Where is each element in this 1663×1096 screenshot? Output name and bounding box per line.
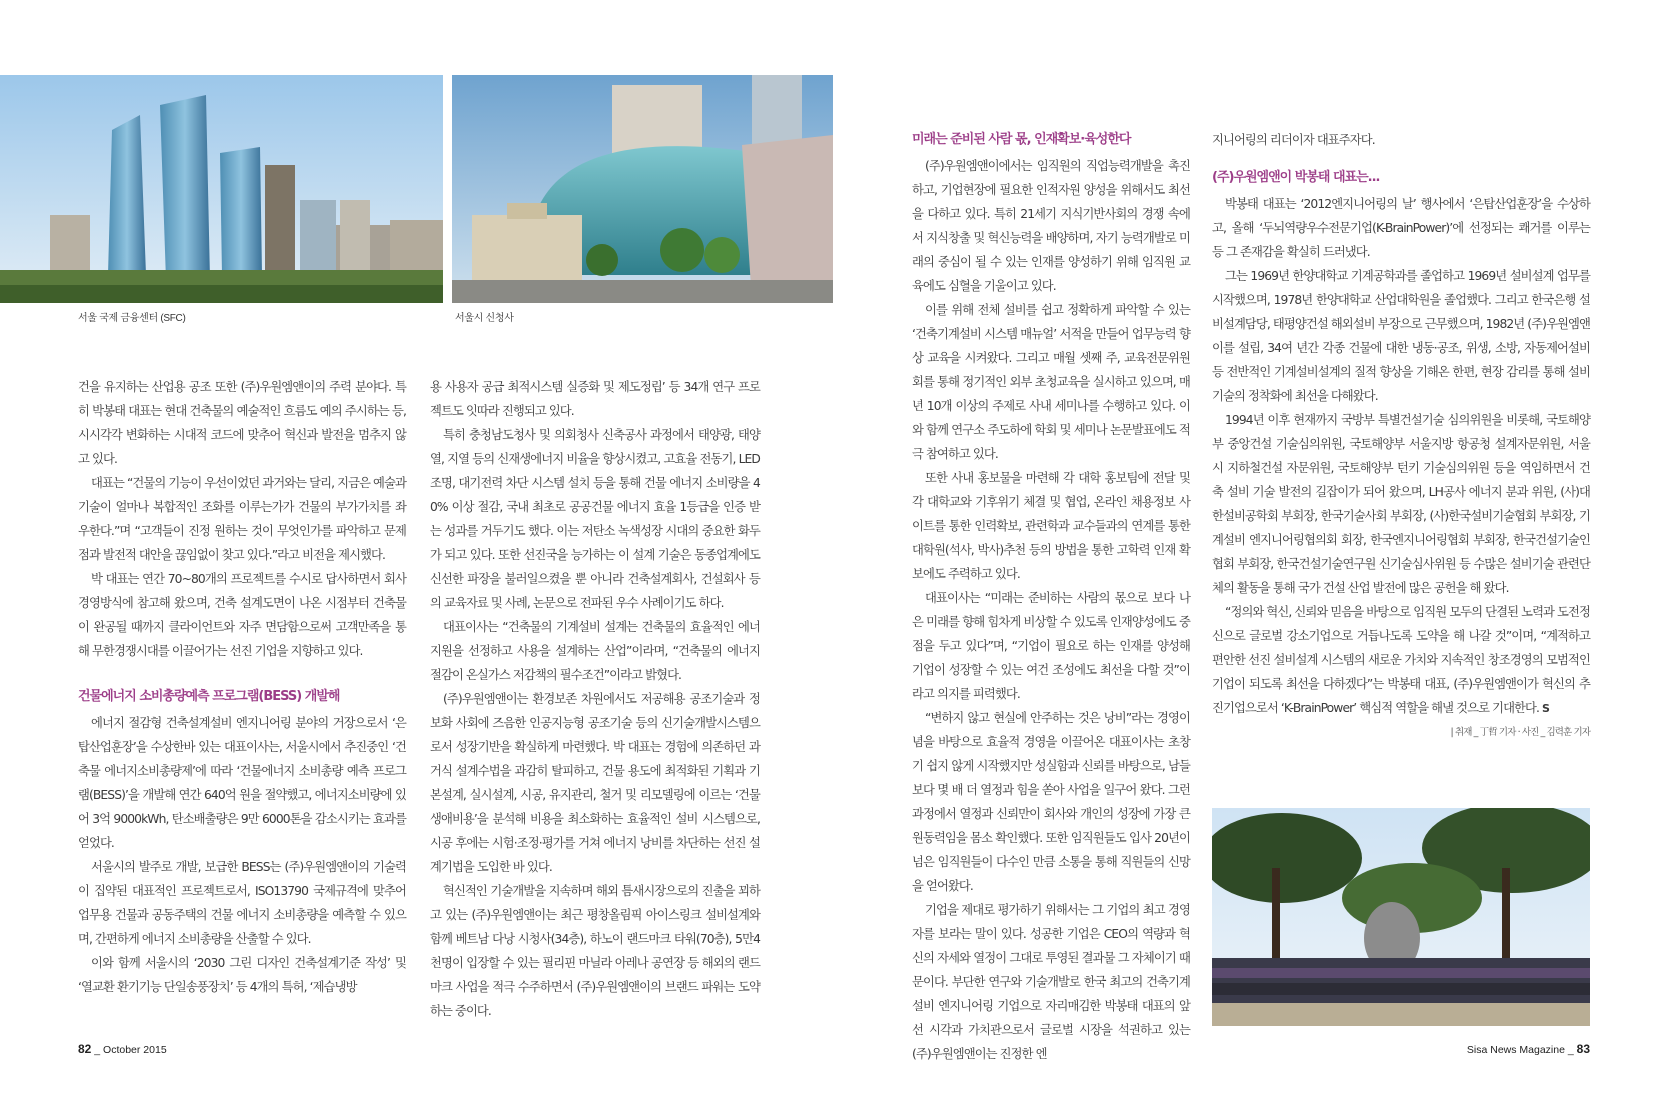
paragraph: 그는 1969년 한양대학교 기계공학과를 졸업하고 1969년 설비설계 업무를 시작했으며, 1978년 한양대학교 산업대학원을 졸업했다. 그리고 한국은행 설비설계담당, 태평양건설 해외설비 부장으로 근무했으며, 1982년 (주)우원엠앤이를 설립, 34여 년간 각종 건물에 대한 냉동·공조, 위생, 소방, 자동제어설비 등 전반적인 기계설비설계의 질적 향상을 기해온 한편, 현장 감리를 통해 설비기술의 정착화에 최선을 다해왔다.	[1212, 269, 1590, 403]
paragraph: (주)우원엠앤이는 환경보존 차원에서도 저공해용 공조기술과 정보화 사회에 즈음한 인공지능형 공조기술 등의 신기술개발시스템으로서 성장기반을 확실하게 마련했다. 박 대표는 경험에 의존하던 과거식 설계수법을 과감히 탈피하고, 건물 용도에 최적화된 기획과 기본설계, 실시설계, 시공, 유지관리, 철거 및 리모델링에 이르는 ‘건물생애비용’을 분석해 비용을 최소화하는 효율적인 설비 시스템으로, 시공 후에는 시험·조정·평가를 거쳐 에너지 낭비를 차단하는 선진 설계기법을 도입한 바 있다.	[430, 692, 760, 874]
paragraph: 대표이사는 “건축물의 기계설비 설계는 건축물의 효율적인 에너지원을 선정하고 사용을 설계하는 산업”이라며, “건축물의 에너지 절감이 온실가스 저감책의 필수조건”이라고 밝혔다.	[430, 620, 760, 682]
paragraph: 서울시의 발주로 개발, 보급한 BESS는 (주)우원엠앤이의 기술력이 집약된 대표적인 프로젝트로서, ISO13790 국제규격에 맞추어 업무용 건물과 공동주택의 건물 에너지 소비총량을 예측할 수 있으며, 간편하게 에너지 소비총량을 산출할 수 있다.	[78, 860, 406, 946]
sfc-photo	[0, 75, 443, 303]
paragraph: 박봉태 대표는 ‘2012엔지니어링의 날’ 행사에서 ‘은탑산업훈장’을 수상하고, 올해 ‘두뇌역량우수전문기업(K-BrainPower)’에 선정되는 쾌거를 이루는 등 그 존재감을 확실히 드러냈다.	[1212, 197, 1590, 259]
folio-right	[1467, 1042, 1590, 1056]
paragraph: 이와 함께 서울시의 ‘2030 그린 디자인 건축설계기준 작성’ 및 ‘열교환 환기기능 단일송풍장치’ 등 4개의 특허, ‘제습냉방	[78, 956, 406, 994]
cityhall-caption: 서울시 신청사	[455, 313, 514, 324]
paragraph-text: “정의와 혁신, 신뢰와 믿음을 바탕으로 임직원 모두의 단결된 노력과 도전정신으로 글로벌 강소기업으로 거듭나도록 도약을 해 나갈 것”이며, “계적하고 편안한 선진 설비설계 시스템의 새로운 가치와 지속적인 창조경영의 모범적인 기업이 되도록 최선을 다하겠다”는 박봉태 대표, (주)우원엠앤이가 혁신의 추진기업으로서 ‘K-BrainPower’ 핵심적 역할을 해낼 것으로 기대한다.	[1212, 605, 1590, 715]
paragraph: 1994년 이후 현재까지 국방부 특별건설기술 심의위원을 비롯해, 국토해양부 중앙건설 기술심의위원, 국토해양부 서울지방 항공청 설계자문위원, 서울시 지하철건설 자문위원, 국토해양부 턴키 기술심의위원 등을 역임하면서 건축 설비 기술 발전의 길잡이가 되어 왔으며, LH공사 에너지 분과 위원, (사)대한설비공학회 부회장, 한국기술사회 부회장, (사)한국설비기술협회 부회장, 기계설비 엔지니어링협의회 회장, 한국엔지니어링협회 부회장, 한국건설기술인협회 부회장, 한국건설기술연구원 신기술심사위원 등 수많은 설비기술 관련단체의 활동을 통해 국가 건설 산업 발전에 많은 공헌을 해 왔다.	[1212, 413, 1590, 595]
paragraph: 대표이사는 “미래는 준비하는 사람의 몫으로 보다 나은 미래를 향해 힘차게 비상할 수 있도록 인재양성에도 중점을 두고 있다”며, “기업이 필요로 하는 인재를 양성해 기업이 성장할 수 있는 여건 조성에도 최선을 다할 것”이라고 의지를 피력했다.	[912, 591, 1190, 701]
byline-credit: | 취재 _ 丁哲 기자 · 사진 _ 김력훈 기자	[1450, 727, 1590, 738]
issue-date: _ October 2015	[94, 1044, 167, 1056]
page-number: 82	[78, 1042, 92, 1056]
article-column-3	[912, 128, 1190, 1066]
magazine-name: Sisa News Magazine _	[1466, 1044, 1574, 1056]
paragraph: 혁신적인 기술개발을 지속하며 해외 틈새시장으로의 진출을 꾀하고 있는 (주)우원엠앤이는 최근 평창올림픽 아이스링크 설비설계와 함께 베트남 다낭 시청사(34층), 하노이 랜드마크 타워(70층), 5만4천명이 입장할 수 있는 필리핀 마닐라 아레나 공연장 등 해외의 랜드마크 사업을 적극 수주하면서 (주)우원엠앤이의 브랜드 파워는 도약하는 중이다.	[430, 884, 760, 1018]
article-column-4	[1212, 128, 1590, 745]
paragraph: 대표는 “건물의 기능이 우선이었던 과거와는 달리, 지금은 예술과 기술이 얼마나 복합적인 조화를 이루는가가 건물의 부가가치를 좌우한다.”며 “고객들이 진정 원하는 것이 무엇인가를 파악하고 문제점과 발전적 대안을 끊임없이 찾고 있다.”라고 비전을 제시했다.	[78, 476, 406, 562]
paragraph: 기업을 제대로 평가하기 위해서는 그 기업의 최고 경영자를 보라는 말이 있다. 성공한 기업은 CEO의 역량과 혁신의 자세와 열정이 그대로 투영된 결과물 그 자체이기 때문이다. 부단한 연구와 기술개발로 한국 최고의 건축기계설비 엔지니어링 기업으로 자리매김한 박봉태 대표의 앞선 시각과 가치관으로서 글로벌 시장을 석권하고 있는 (주)우원엠앤이는 진정한 엔	[912, 903, 1190, 1061]
section-heading-bess: 건물에너지 소비총량예측 프로그램(BESS) 개발해	[78, 689, 340, 704]
end-mark: S	[1542, 702, 1550, 715]
sfc-caption: 서울 국제 금융센터 (SFC)	[78, 313, 186, 324]
paragraph	[1212, 600, 1590, 721]
paragraph: 이를 위해 전체 설비를 쉽고 정확하게 파악할 수 있는 ‘건축기계설비 시스템 매뉴얼’ 서적을 만들어 업무능력 향상 교육을 시켜왔다. 그리고 매월 셋째 주, 교육전문위원회를 통해 정기적인 외부 초청교육을 실시하고 있으며, 매년 10개 이상의 주제로 사내 세미나를 수행하고 있다. 이와 함께 연구소 주도하에 학회 및 세미나 논문발표에도 적극 참여하고 있다.	[912, 303, 1190, 461]
paragraph: 박 대표는 연간 70~80개의 프로젝트를 수시로 답사하면서 회사 경영방식에 참고해 왔으며, 건축 설계도면이 나온 시점부터 건축물이 완공될 때까지 클라이언트와 자주 면담함으로써 고객만족을 통해 무한경쟁시대를 이끌어가는 선진 기업을 지향하고 있다.	[78, 572, 406, 658]
paragraph: “변하지 않고 현실에 안주하는 것은 낭비”라는 경영이념을 바탕으로 효율적 경영을 이끌어온 대표이사는 초창기 쉽지 않게 시작했지만 성실함과 신뢰를 바탕으로, 남들보다 몇 배 더 열정과 힘을 쏟아 사업을 일구어 왔다. 그런 과정에서 열정과 신뢰만이 회사와 개인의 성장에 가장 큰 원동력임을 몸소 확인했다. 또한 임직원들도 입사 20년이 넘은 임직원들이 다수인 만큼 소통을 통해 직원들의 신망을 얻어왔다.	[912, 711, 1190, 893]
paragraph: 지니어링의 리더이자 대표주자다.	[1212, 133, 1375, 147]
section-heading-ceo-profile: (주)우원엠앤이 박봉태 대표는...	[1212, 170, 1380, 185]
paragraph: (주)우원엠앤이에서는 임직원의 직업능력개발을 촉진하고, 기업현장에 필요한 인적자원 양성을 위해서도 최선을 다하고 있다. 특히 21세기 지식기반사회의 경쟁 속에서 지식창출 및 혁신능력을 배양하며, 자기 능력개발로 미래의 중심이 될 수 있는 인재를 양성하기 위해 임직원 교육에도 심혈을 기울이고 있다.	[912, 159, 1190, 293]
paragraph: 용 사용자 공급 최적시스템 실증화 및 제도정립’ 등 34개 연구 프로젝트도 잇따라 진행되고 있다.	[430, 380, 760, 418]
paragraph: 에너지 절감형 건축설계설비 엔지니어링 분야의 거장으로서 ‘은탑산업훈장’을 수상한바 있는 대표이사는, 서울시에서 추진중인 ‘건축물 에너지소비총량제’에 따라 ‘건물에너지 소비총량 예측 프로그램(BESS)’을 개발해 연간 640억 원을 절약했고, 에너지소비량에 있어 3억 9000kWh, 탄소배출량은 9만 6000톤을 감소시키는 효과를 얻었다.	[78, 716, 406, 850]
page-number: 83	[1576, 1042, 1590, 1056]
paragraph: 특히 충청남도청사 및 의회청사 신축공사 과정에서 태양광, 태양열, 지열 등의 신재생에너지 비율을 향상시켰고, 고효율 전동기, LED 조명, 대기전력 차단 시스템 설치 등을 통해 건물 에너지 소비량을 40% 이상 절감, 국내 최초로 공공건물 에너지 효율 1등급을 인증 받는 성과를 거두기도 했다. 이는 저탄소 녹색성장 시대의 중요한 화두가 되고 있다. 또한 선진국을 능가하는 이 설계 기술은 동종업계에도 신선한 파장을 불러일으켰을 뿐 아니라 건축설계회사, 건설회사 등의 교육자료 및 사례, 논문으로 전파된 우수 사례이기도 하다.	[430, 428, 760, 610]
paragraph: 건을 유지하는 산업용 공조 또한 (주)우원엠앤이의 주력 분야다. 특히 박봉태 대표는 현대 건축물의 예술적인 흐름도 예의 주시하는 등, 시시각각 변화하는 시대적 코드에 맞추어 혁신과 발전을 멈추지 않고 있다.	[78, 380, 406, 466]
article-column-2	[430, 375, 760, 1023]
group-photo	[1212, 808, 1590, 1026]
section-heading-talent: 미래는 준비된 사람 몫, 인재확보·육성한다	[912, 132, 1131, 147]
article-column-1	[78, 375, 406, 999]
folio-left	[78, 1042, 167, 1056]
cityhall-photo	[452, 75, 833, 303]
paragraph: 또한 사내 홍보물을 마련해 각 대학 홍보팀에 전달 및 각 대학교와 기후위기 체결 및 협업, 온라인 채용정보 사이트를 통한 인력확보, 관련학과 교수들과의 연계를 통한 대학원(석사, 박사)추천 등의 방법을 통한 고학력 인재 확보에도 주력하고 있다.	[912, 471, 1190, 581]
